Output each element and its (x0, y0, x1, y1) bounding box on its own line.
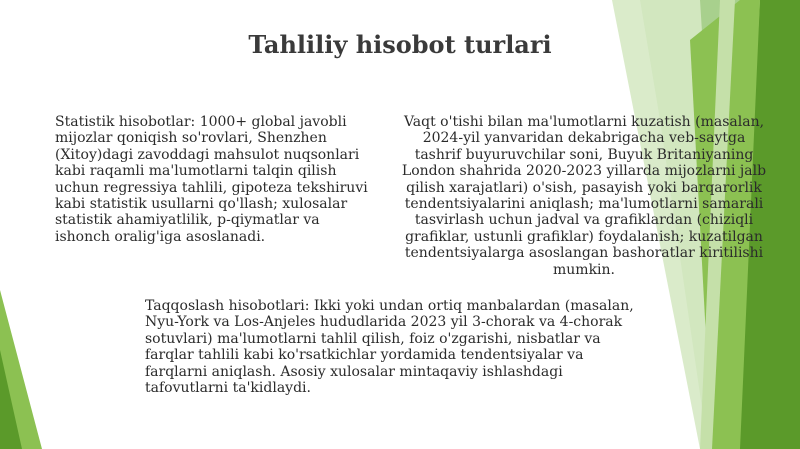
slide-title: Tahliliy hisobot turlari (248, 30, 552, 59)
statistical-reports-text (55, 114, 375, 245)
temporal-reports-text (398, 114, 770, 278)
temporal-paragraph: Vaqt o'tishi bilan ma'lumotlarni kuzatish (masalan, 2024-yil yanvaridan dekabrigacha veb-saytga tashrif buyuruvchilar soni, Buyuk Britaniyaning London shahrida 2020-2023 yillarda mijozlarni jalb qilish xarajatlari) o'sish, pasayish yoki barqarorlik tendentsiyalarini aniqlash; ma'lumotlarni samarali tasvirlash uchun jadval va grafiklardan (chiziqli grafiklar, ustunli grafiklar) foydalanish; kuzatilgan tendentsiyalarga asoslangan bashoratlar kiritilishi mumkin. (401, 114, 767, 278)
comparative-paragraph: Taqqoslash hisobotlari: Ikki yoki undan ortiq manbalardan (masalan, Nyu-York va Los-Anjeles hududlarida 2023 yil 3-chorak va 4-chorak sotuvlari) ma'lumotlarni tahlil qilish, foiz o'zgarishi, nisbatlar va farqlar tahlili kabi ko'rsatkichlar yordamida tendentsiyalar va farqlarni aniqlash. Asosiy xulosalar mintaqaviy ishlashdagi tafovutlarni ta'kidlaydi. (145, 298, 634, 397)
comparative-reports-text (145, 298, 650, 396)
statistical-paragraph: Statistik hisobotlar: 1000+ global javobli mijozlar qoniqish so'rovlari, Shenzhen (Xitoy)dagi zavoddagi mahsulot nuqsonlari kabi raqamli ma'lumotlarni talqin qilish uchun regressiya tahlili, gipoteza tekshiruvi kabi statistik usullarni qo'llash; xulosalar statistik ahamiyatlilik, p-qiymatlar va ishonch oralig'iga asoslanadi. (55, 114, 368, 245)
